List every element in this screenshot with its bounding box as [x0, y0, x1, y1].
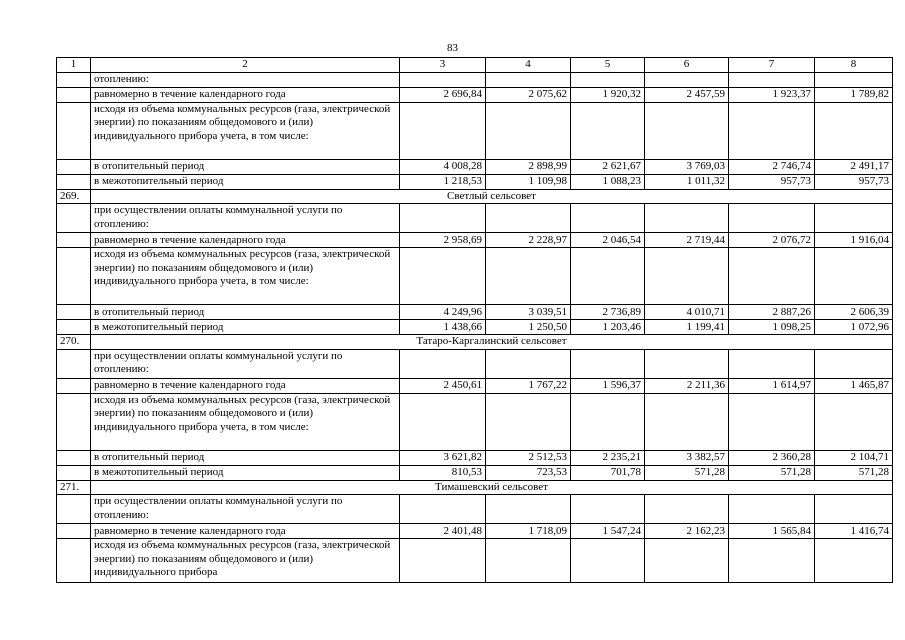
value-cell: 571,28 — [729, 465, 815, 480]
value-cell — [486, 495, 571, 524]
row-label: при осуществлении оплаты коммунальной услуги по отоплению: — [91, 349, 400, 378]
table-row — [57, 450, 893, 465]
column-number-header: 3 — [400, 58, 486, 73]
row-label: равномерно в течение календарного года — [91, 524, 400, 539]
value-cell: 1 416,74 — [815, 524, 893, 539]
row-label: в отопительный период — [91, 450, 400, 465]
row-label: в межотопительный период — [91, 174, 400, 189]
row-number-cell — [57, 174, 91, 189]
value-cell: 3 382,57 — [645, 450, 729, 465]
row-label: при осуществлении оплаты коммунальной услуги по отоплению: — [91, 495, 400, 524]
row-number-cell — [57, 248, 91, 305]
section-row — [57, 335, 893, 350]
value-cell — [571, 248, 645, 305]
value-cell: 2 162,23 — [645, 524, 729, 539]
value-cell — [400, 495, 486, 524]
value-cell: 1 923,37 — [729, 87, 815, 102]
table-row — [57, 87, 893, 102]
value-cell: 2 491,17 — [815, 159, 893, 174]
value-cell — [729, 102, 815, 159]
column-number-header: 2 — [91, 58, 400, 73]
value-cell — [486, 393, 571, 450]
row-label: в межотопительный период — [91, 320, 400, 335]
row-label: при осуществлении оплаты коммунальной услуги по отоплению: — [91, 204, 400, 233]
row-label: исходя из объема коммунальных ресурсов (газа, электрической энергии) по показаниям общедомового и (или) индивидуального прибора учета, в том числе: — [91, 102, 400, 159]
value-cell — [815, 248, 893, 305]
row-number-cell — [57, 87, 91, 102]
value-cell — [571, 204, 645, 233]
value-cell: 1 920,32 — [571, 87, 645, 102]
value-cell: 1 547,24 — [571, 524, 645, 539]
table-row — [57, 524, 893, 539]
value-cell — [729, 349, 815, 378]
description-row — [57, 495, 893, 524]
value-cell: 1 465,87 — [815, 378, 893, 393]
value-cell — [645, 539, 729, 583]
value-cell — [400, 248, 486, 305]
value-cell: 1 596,37 — [571, 378, 645, 393]
value-cell: 2 887,26 — [729, 305, 815, 320]
row-number-cell — [57, 393, 91, 450]
table-row — [57, 465, 893, 480]
value-cell — [729, 204, 815, 233]
value-cell: 1 767,22 — [486, 378, 571, 393]
description-row — [57, 102, 893, 159]
value-cell — [571, 72, 645, 87]
row-number-cell — [57, 539, 91, 583]
table-header-row — [57, 58, 893, 73]
tariff-table — [56, 57, 893, 583]
value-cell: 957,73 — [815, 174, 893, 189]
value-cell — [729, 539, 815, 583]
row-label: равномерно в течение календарного года — [91, 378, 400, 393]
value-cell: 1 916,04 — [815, 233, 893, 248]
value-cell: 1 614,97 — [729, 378, 815, 393]
value-cell: 2 958,69 — [400, 233, 486, 248]
value-cell — [486, 248, 571, 305]
table-row — [57, 320, 893, 335]
value-cell: 1 718,09 — [486, 524, 571, 539]
value-cell: 723,53 — [486, 465, 571, 480]
value-cell — [815, 539, 893, 583]
row-number-cell — [57, 204, 91, 233]
row-label: в отопительный период — [91, 159, 400, 174]
row-number-cell — [57, 450, 91, 465]
value-cell: 2 621,67 — [571, 159, 645, 174]
value-cell: 2 401,48 — [400, 524, 486, 539]
row-number-cell — [57, 349, 91, 378]
value-cell — [729, 72, 815, 87]
value-cell — [400, 204, 486, 233]
value-cell: 2 457,59 — [645, 87, 729, 102]
column-number-header: 1 — [57, 58, 91, 73]
value-cell: 1 438,66 — [400, 320, 486, 335]
section-row — [57, 189, 893, 204]
column-number-header: 6 — [645, 58, 729, 73]
table-row — [57, 159, 893, 174]
value-cell: 1 789,82 — [815, 87, 893, 102]
value-cell: 2 046,54 — [571, 233, 645, 248]
value-cell — [645, 495, 729, 524]
value-cell — [645, 204, 729, 233]
row-number: 271. — [57, 480, 91, 495]
value-cell: 3 621,82 — [400, 450, 486, 465]
section-title: Татаро-Каргалинский сельсовет — [91, 335, 893, 350]
value-cell — [571, 349, 645, 378]
value-cell: 2 898,99 — [486, 159, 571, 174]
row-label: отоплению: — [91, 72, 400, 87]
value-cell — [400, 102, 486, 159]
description-row — [57, 248, 893, 305]
value-cell: 2 228,97 — [486, 233, 571, 248]
value-cell — [486, 72, 571, 87]
value-cell — [486, 204, 571, 233]
table-row — [57, 174, 893, 189]
value-cell — [571, 495, 645, 524]
value-cell: 2 696,84 — [400, 87, 486, 102]
value-cell — [645, 102, 729, 159]
value-cell — [815, 102, 893, 159]
value-cell: 810,53 — [400, 465, 486, 480]
value-cell: 1 109,98 — [486, 174, 571, 189]
value-cell: 2 450,61 — [400, 378, 486, 393]
section-title: Тимашевский сельсовет — [91, 480, 893, 495]
row-number-cell — [57, 495, 91, 524]
value-cell: 2 746,74 — [729, 159, 815, 174]
value-cell: 4 249,96 — [400, 305, 486, 320]
table-row — [57, 305, 893, 320]
value-cell — [571, 393, 645, 450]
column-number-header: 7 — [729, 58, 815, 73]
row-number-cell — [57, 233, 91, 248]
value-cell: 1 088,23 — [571, 174, 645, 189]
value-cell: 1 203,46 — [571, 320, 645, 335]
value-cell — [645, 393, 729, 450]
row-number-cell — [57, 320, 91, 335]
row-label: исходя из объема коммунальных ресурсов (газа, электрической энергии) по показаниям общедомового и (или) индивидуального прибора учета, в том числе: — [91, 393, 400, 450]
value-cell: 701,78 — [571, 465, 645, 480]
description-row — [57, 539, 893, 583]
value-cell: 2 606,39 — [815, 305, 893, 320]
value-cell — [486, 539, 571, 583]
row-number-cell — [57, 159, 91, 174]
value-cell: 571,28 — [815, 465, 893, 480]
value-cell: 4 010,71 — [645, 305, 729, 320]
value-cell — [400, 393, 486, 450]
value-cell — [815, 393, 893, 450]
row-number: 269. — [57, 189, 91, 204]
value-cell: 4 008,28 — [400, 159, 486, 174]
value-cell: 2 075,62 — [486, 87, 571, 102]
value-cell: 2 512,53 — [486, 450, 571, 465]
value-cell: 3 769,03 — [645, 159, 729, 174]
description-row — [57, 204, 893, 233]
value-cell: 571,28 — [645, 465, 729, 480]
value-cell — [815, 72, 893, 87]
description-row — [57, 72, 893, 87]
value-cell: 1 098,25 — [729, 320, 815, 335]
value-cell — [645, 72, 729, 87]
value-cell: 3 039,51 — [486, 305, 571, 320]
description-row — [57, 393, 893, 450]
value-cell — [645, 248, 729, 305]
row-number-cell — [57, 524, 91, 539]
value-cell — [571, 102, 645, 159]
row-number-cell — [57, 102, 91, 159]
value-cell: 957,73 — [729, 174, 815, 189]
value-cell: 1 199,41 — [645, 320, 729, 335]
value-cell: 2 104,71 — [815, 450, 893, 465]
row-number-cell — [57, 378, 91, 393]
column-number-header: 5 — [571, 58, 645, 73]
value-cell: 2 360,28 — [729, 450, 815, 465]
row-number-cell — [57, 465, 91, 480]
column-number-header: 4 — [486, 58, 571, 73]
description-row — [57, 349, 893, 378]
value-cell — [729, 393, 815, 450]
value-cell — [486, 102, 571, 159]
value-cell — [815, 349, 893, 378]
value-cell: 1 250,50 — [486, 320, 571, 335]
table-row — [57, 378, 893, 393]
page-number: 83 — [447, 42, 458, 54]
row-number-cell — [57, 72, 91, 87]
value-cell: 1 565,84 — [729, 524, 815, 539]
value-cell: 1 218,53 — [400, 174, 486, 189]
value-cell: 2 719,44 — [645, 233, 729, 248]
value-cell: 2 211,36 — [645, 378, 729, 393]
value-cell: 2 736,89 — [571, 305, 645, 320]
value-cell — [400, 539, 486, 583]
section-title: Светлый сельсовет — [91, 189, 893, 204]
row-label: в отопительный период — [91, 305, 400, 320]
row-label: в межотопительный период — [91, 465, 400, 480]
row-label: равномерно в течение календарного года — [91, 87, 400, 102]
value-cell — [400, 349, 486, 378]
section-row — [57, 480, 893, 495]
value-cell — [571, 539, 645, 583]
table-row — [57, 233, 893, 248]
value-cell — [645, 349, 729, 378]
value-cell: 1 011,32 — [645, 174, 729, 189]
value-cell — [815, 204, 893, 233]
row-number: 270. — [57, 335, 91, 350]
value-cell: 1 072,96 — [815, 320, 893, 335]
row-label: исходя из объема коммунальных ресурсов (газа, электрической энергии) по показаниям общедомового и (или) индивидуального прибора — [91, 539, 400, 583]
row-label: равномерно в течение календарного года — [91, 233, 400, 248]
value-cell — [815, 495, 893, 524]
value-cell: 2 235,21 — [571, 450, 645, 465]
value-cell — [729, 495, 815, 524]
value-cell — [400, 72, 486, 87]
column-number-header: 8 — [815, 58, 893, 73]
value-cell — [486, 349, 571, 378]
row-number-cell — [57, 305, 91, 320]
value-cell: 2 076,72 — [729, 233, 815, 248]
row-label: исходя из объема коммунальных ресурсов (газа, электрической энергии) по показаниям общедомового и (или) индивидуального прибора учета, в том числе: — [91, 248, 400, 305]
value-cell — [729, 248, 815, 305]
